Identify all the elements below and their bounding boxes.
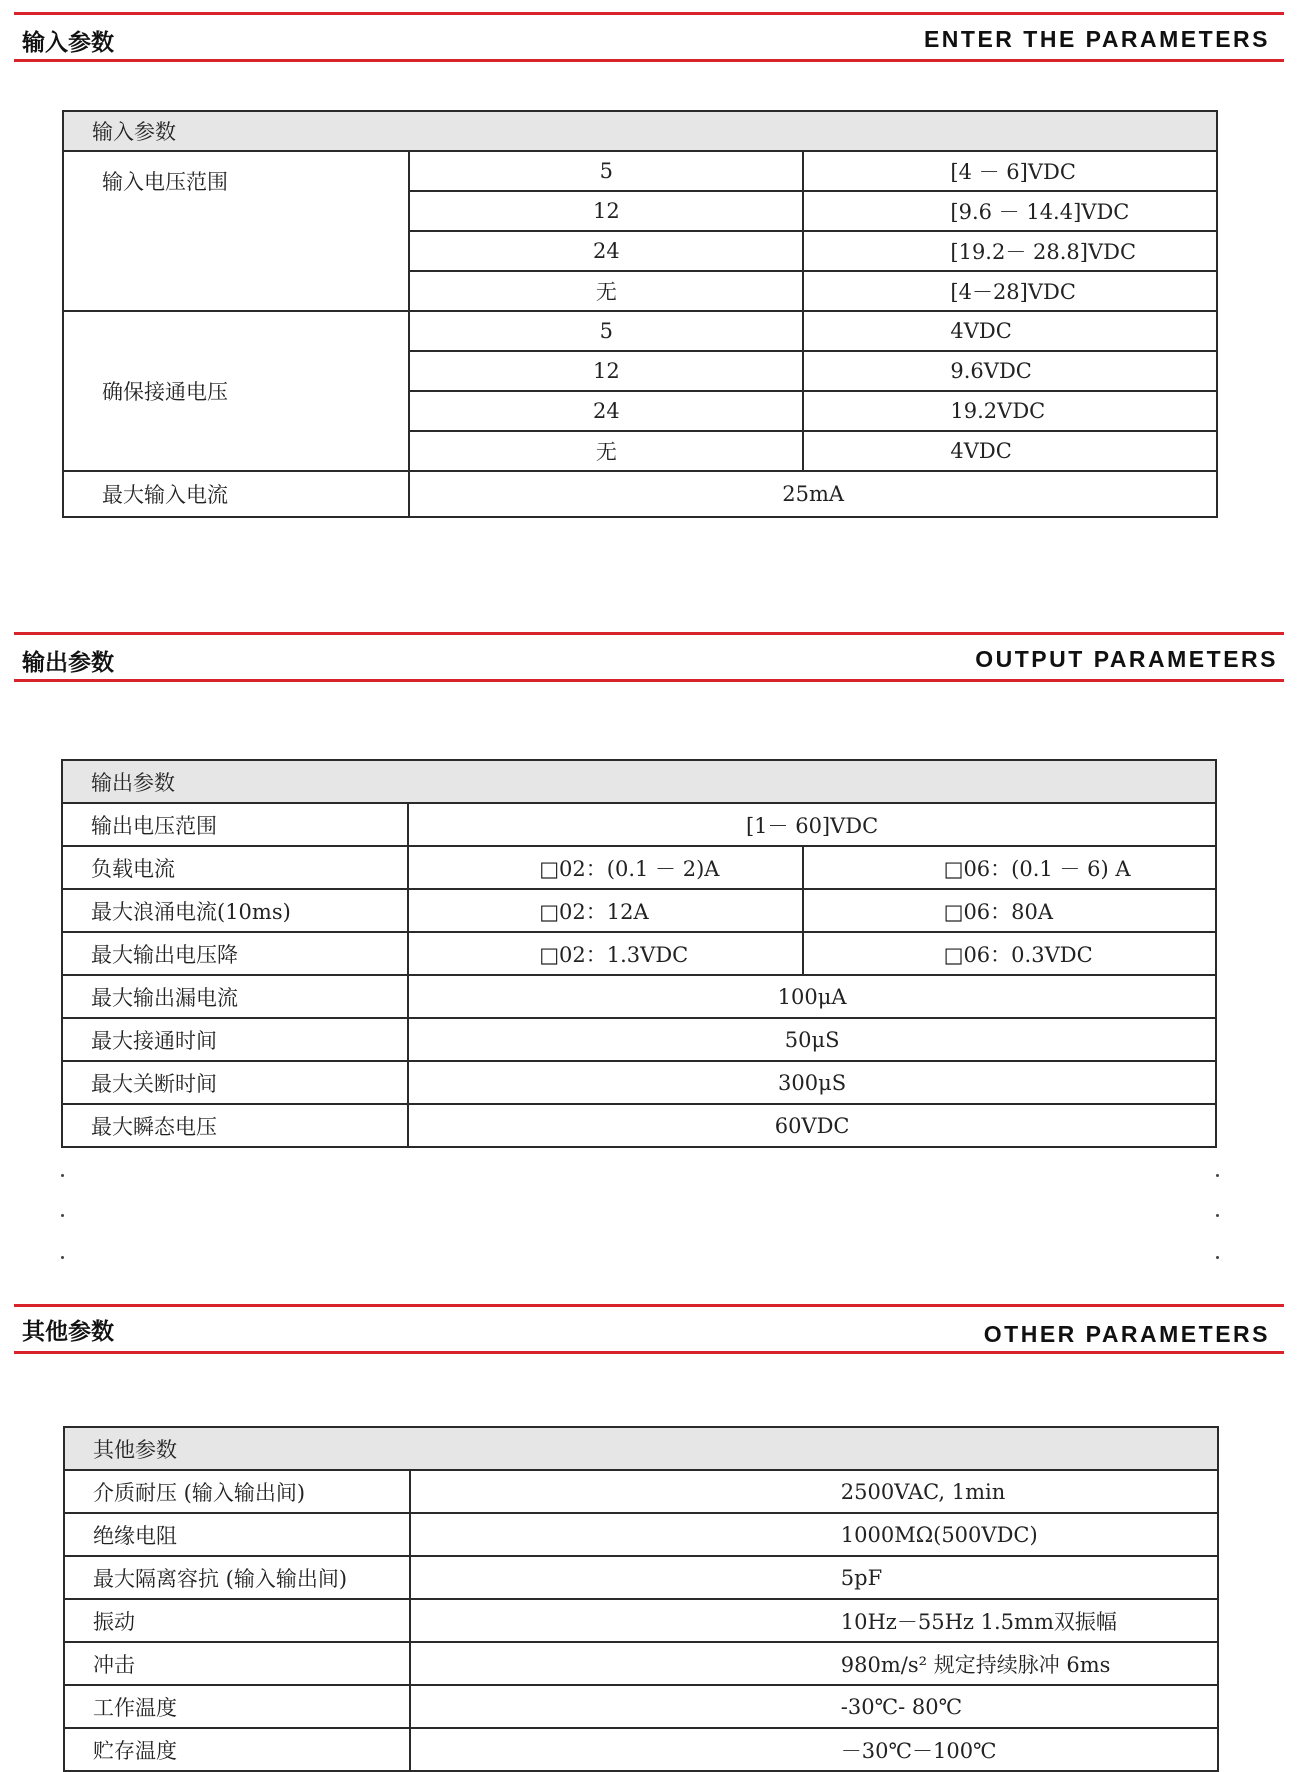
cell-value: 9.6VDC (803, 351, 1217, 391)
cell-value: 100μA (408, 975, 1216, 1018)
cell-value: 300μS (408, 1061, 1216, 1104)
table-row (64, 1556, 1218, 1599)
table-header-row (62, 760, 1216, 803)
cell-value: 4VDC (803, 311, 1217, 351)
cell-nominal: 24 (409, 391, 803, 431)
table-row (64, 1685, 1218, 1728)
cell-value: 25mA (409, 471, 1217, 517)
cell-value-02: □02：(0.1 － 2)A (408, 846, 802, 889)
decorative-dot (61, 1214, 64, 1217)
table-row (62, 1061, 1216, 1104)
other-section-title-en: OTHER PARAMETERS (983, 1321, 1270, 1347)
input-section-header (14, 12, 1284, 62)
input-parameters-table (62, 110, 1218, 518)
table-header: 输出参数 (62, 760, 1216, 803)
decorative-dot (61, 1174, 64, 1177)
table-row (62, 975, 1216, 1018)
cell-nominal: 12 (409, 351, 803, 391)
cell-value: 1000MΩ(500VDC) (410, 1513, 1218, 1556)
cell-nominal: 12 (409, 191, 803, 231)
cell-value: 2500VAC, 1min (410, 1470, 1218, 1513)
cell-range: [19.2－ 28.8]VDC (803, 231, 1217, 271)
cell-value: 5pF (410, 1556, 1218, 1599)
cell-value: 19.2VDC (803, 391, 1217, 431)
cell-value: 50μS (408, 1018, 1216, 1061)
row-label: 最大关断时间 (62, 1061, 408, 1104)
cell-value-06: □06：(0.1 － 6) A (803, 846, 1216, 889)
cell-value: 980m/s² 规定持续脉冲 6ms (410, 1642, 1218, 1685)
row-label: 振动 (64, 1599, 410, 1642)
table-header-row (64, 1427, 1218, 1470)
cell-value-06: □06：0.3VDC (803, 932, 1216, 975)
table-row (64, 1470, 1218, 1513)
row-label: 绝缘电阻 (64, 1513, 410, 1556)
row-label: 确保接通电压 (63, 311, 409, 471)
cell-value: -30℃- 80℃ (410, 1685, 1218, 1728)
output-parameters-table (61, 759, 1217, 1148)
table-header: 其他参数 (64, 1427, 1218, 1470)
row-label: 最大输出电压降 (62, 932, 408, 975)
cell-value: 10Hz－55Hz 1.5mm双振幅 (410, 1599, 1218, 1642)
row-label: 最大瞬态电压 (62, 1104, 408, 1147)
table-row (62, 846, 1216, 889)
row-label: 最大输入电流 (63, 471, 409, 517)
row-label: 介质耐压 (输入输出间) (64, 1470, 410, 1513)
row-label: 最大浪涌电流(10ms) (62, 889, 408, 932)
row-label: 输入电压范围 (63, 151, 409, 311)
decorative-dot (1216, 1214, 1219, 1217)
cell-value: [1－ 60]VDC (408, 803, 1216, 846)
output-section-header (14, 632, 1284, 682)
cell-nominal: 5 (409, 311, 803, 351)
decorative-dot (61, 1256, 64, 1259)
cell-range: [4－28]VDC (803, 271, 1217, 311)
table-row (62, 889, 1216, 932)
cell-range: [9.6 － 14.4]VDC (803, 191, 1217, 231)
table-row (64, 1642, 1218, 1685)
table-row (62, 803, 1216, 846)
table-row (62, 932, 1216, 975)
table-row (64, 1599, 1218, 1642)
row-label: 工作温度 (64, 1685, 410, 1728)
row-label: 最大接通时间 (62, 1018, 408, 1061)
cell-nominal: 无 (409, 271, 803, 311)
row-label: 最大输出漏电流 (62, 975, 408, 1018)
other-parameters-table (63, 1426, 1219, 1772)
cell-value: －30℃－100℃ (410, 1728, 1218, 1771)
row-label: 贮存温度 (64, 1728, 410, 1771)
table-header-row (63, 111, 1217, 151)
table-header: 输入参数 (63, 111, 1217, 151)
table-row (62, 1018, 1216, 1061)
table-row (62, 1104, 1216, 1147)
decorative-dot (1216, 1174, 1219, 1177)
table-row (63, 151, 1217, 191)
decorative-dot (1216, 1256, 1219, 1259)
row-label: 冲击 (64, 1642, 410, 1685)
output-section-title-en: OUTPUT PARAMETERS (975, 646, 1278, 672)
other-section-title-cn: 其他参数 (22, 1319, 114, 1345)
cell-nominal: 24 (409, 231, 803, 271)
table-row (63, 471, 1217, 517)
table-row (64, 1513, 1218, 1556)
input-section-title-en: ENTER THE PARAMETERS (923, 26, 1270, 52)
cell-value-02: □02：12A (408, 889, 802, 932)
cell-value: 60VDC (408, 1104, 1216, 1147)
cell-range: [4 － 6]VDC (803, 151, 1217, 191)
row-label: 最大隔离容抗 (输入输出间) (64, 1556, 410, 1599)
input-section-title-cn: 输入参数 (22, 30, 114, 56)
cell-value-02: □02：1.3VDC (408, 932, 802, 975)
cell-nominal: 5 (409, 151, 803, 191)
cell-nominal: 无 (409, 431, 803, 471)
row-label: 输出电压范围 (62, 803, 408, 846)
output-section-title-cn: 输出参数 (22, 650, 114, 676)
row-label: 负载电流 (62, 846, 408, 889)
cell-value-06: □06：80A (803, 889, 1216, 932)
other-section-header (14, 1304, 1284, 1354)
table-row (63, 311, 1217, 351)
table-row (64, 1728, 1218, 1771)
cell-value: 4VDC (803, 431, 1217, 471)
